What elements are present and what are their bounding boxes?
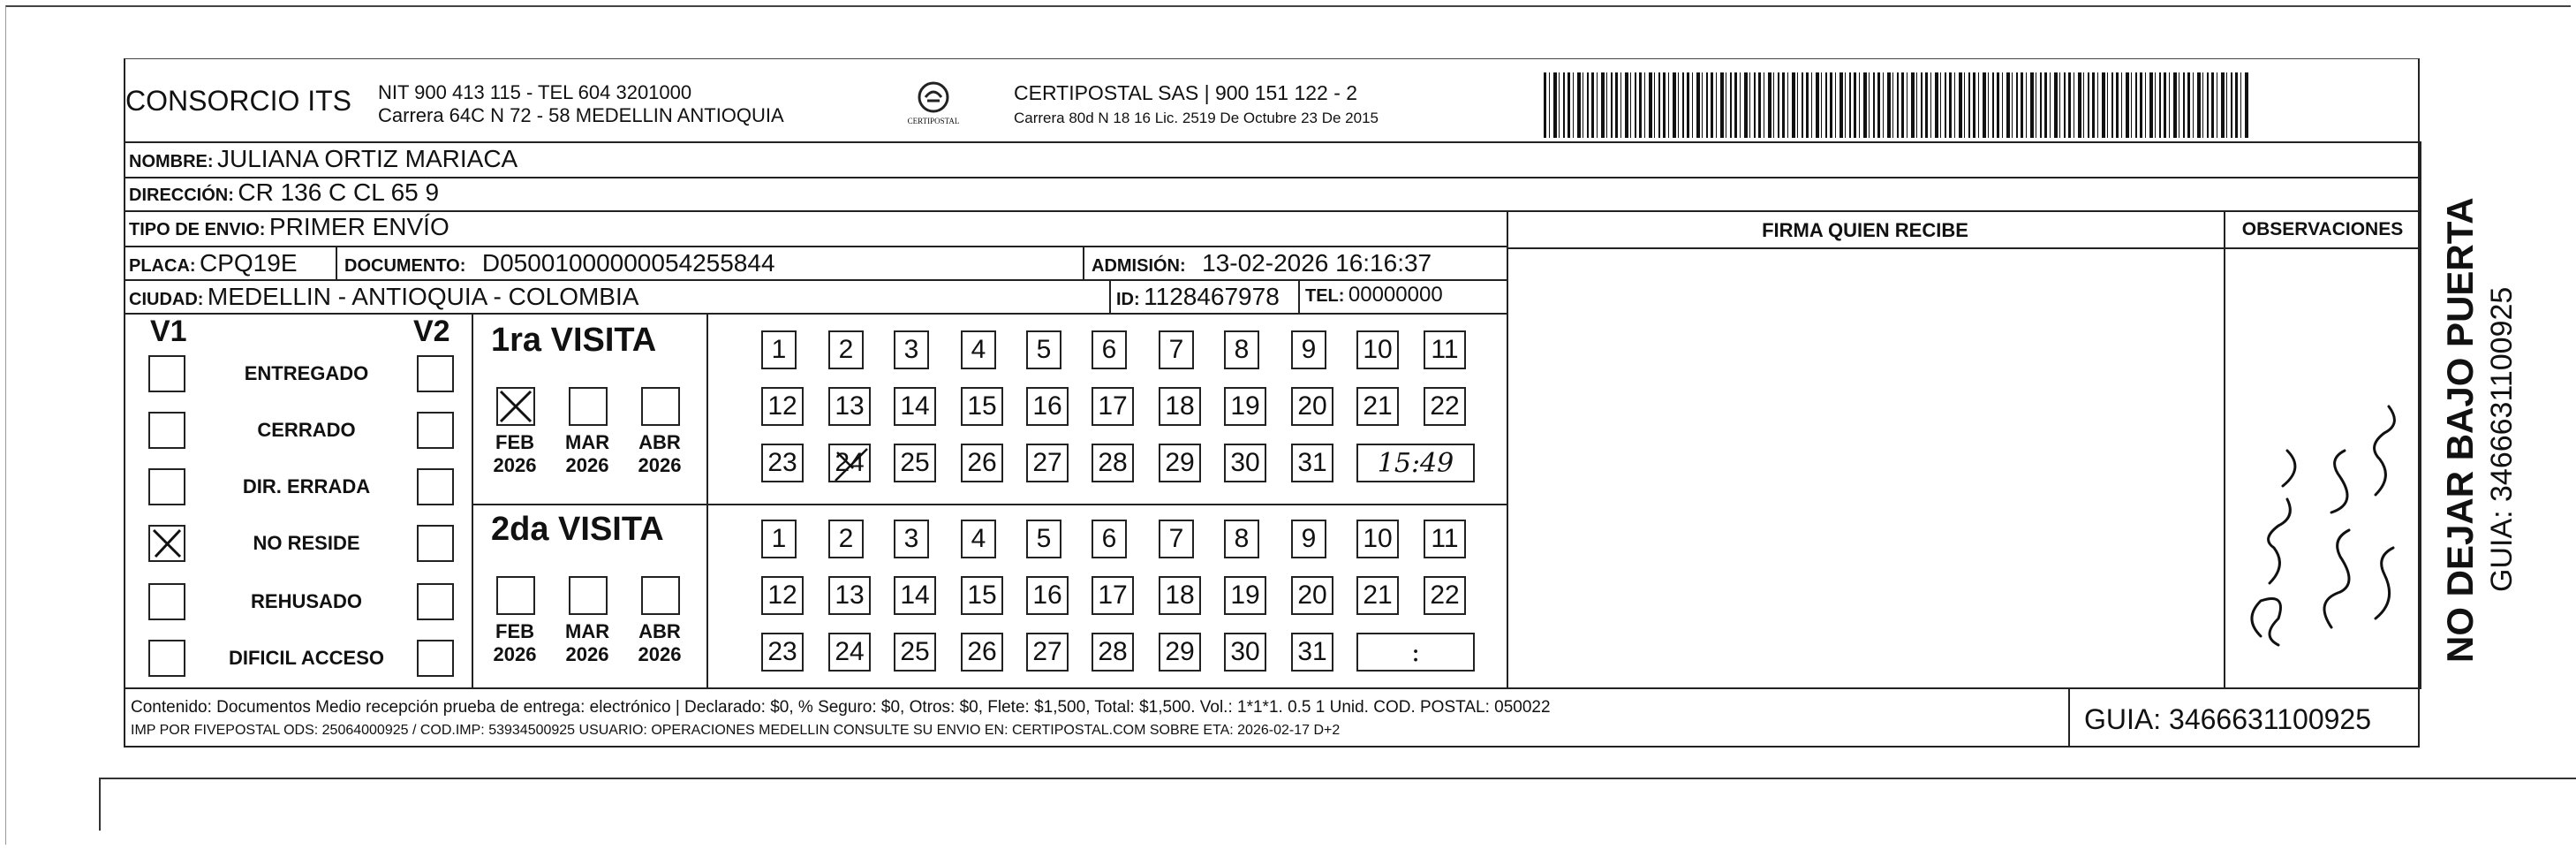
day-number: 19 [1230,581,1260,610]
v1-checkbox[interactable] [148,640,185,677]
day-number: 6 [1101,335,1117,364]
month-label [493,620,537,666]
day-number: 18 [1165,391,1195,421]
day-number: 2 [838,524,854,553]
day-number: 5 [1036,524,1052,553]
day-box[interactable] [1224,387,1266,426]
v1-label: V1 [150,315,187,348]
month-name: FEB [495,620,534,642]
time-value: 15:49 [1377,447,1454,479]
day-number: 30 [1230,448,1260,477]
month-label [493,431,537,477]
day-number: 4 [971,335,986,364]
tel-cell [1305,283,1443,307]
day-number: 27 [1032,637,1062,666]
nombre-row [129,145,517,175]
day-box[interactable] [961,387,1003,426]
day-number: 7 [1168,335,1184,364]
admision-value: 13-02-2026 16:16:37 [1202,249,1432,277]
day-box[interactable] [761,633,804,672]
day-box[interactable] [761,387,804,426]
v2-checkbox[interactable] [417,640,454,677]
admision-cell [1092,249,1432,277]
day-number: 3 [903,335,919,364]
visit2-title: 2da VISITA [491,511,664,548]
month-label [638,620,682,666]
day-box[interactable] [761,444,804,482]
day-box[interactable] [894,387,936,426]
row-divider-1 [124,177,2420,178]
certipostal-id: CERTIPOSTAL SAS | 900 151 122 - 2 [1014,81,1358,104]
month-checkbox[interactable] [641,576,680,615]
day-number: 14 [900,391,930,421]
tear-line-left [99,778,101,831]
day-number: 25 [900,637,930,666]
day-box[interactable] [1092,633,1134,672]
status-option-label: DIR. ERRADA [242,475,371,497]
day-box[interactable] [1424,576,1466,615]
nombre-label: NOMBRE: [129,152,214,171]
day-number: 15 [967,391,997,421]
v1-checkbox[interactable] [148,525,185,562]
day-box[interactable] [1026,633,1069,672]
documento-label: DOCUMENTO: [344,256,466,276]
day-box[interactable] [1026,387,1069,426]
day-box[interactable] [761,330,797,369]
v1-checkbox[interactable] [148,412,185,449]
day-number: 21 [1363,391,1393,421]
day-box[interactable] [1159,520,1194,558]
month-label [565,431,609,477]
day-number: 21 [1363,581,1393,610]
day-number: 24 [835,637,865,666]
month-label [565,620,609,666]
direccion-label: DIRECCIÓN: [129,186,234,205]
column-header-divider [1507,247,2420,249]
day-box[interactable] [1291,387,1333,426]
day-box[interactable] [1356,330,1399,369]
day-box[interactable] [961,444,1003,482]
day-box[interactable] [1092,576,1134,615]
day-number: 7 [1168,524,1184,553]
day-box[interactable] [1424,330,1466,369]
status-option-label: NO RESIDE [253,532,360,554]
month-year: 2026 [638,454,682,476]
day-box[interactable] [1291,633,1333,672]
company-address: Carrera 64C N 72 - 58 MEDELLIN ANTIOQUIA [378,104,784,126]
admision-label: ADMISIÓN: [1092,256,1186,276]
tel-value: 00000000 [1348,283,1443,307]
day-box[interactable] [961,633,1003,672]
month-checkbox[interactable] [641,387,680,426]
day-number: 10 [1363,335,1393,364]
day-box[interactable] [961,520,996,558]
placa-label: PLACA: [129,256,196,276]
month-checkbox[interactable] [569,576,608,615]
day-box[interactable] [961,576,1003,615]
id-cell [1116,283,1280,311]
month-name: ABR [638,620,681,642]
visit-divider [472,504,1507,505]
months-divider [706,313,708,687]
day-number: 9 [1301,335,1317,364]
v2-checkbox[interactable] [417,355,454,392]
day-box[interactable] [1159,576,1201,615]
month-name: ABR [638,431,681,453]
tipo-row [129,213,449,241]
day-number: 3 [903,524,919,553]
day-box[interactable] [1092,330,1127,369]
v2-label: V2 [413,315,450,348]
day-box[interactable] [1092,444,1134,482]
day-number: 10 [1363,524,1393,553]
day-box[interactable] [828,520,864,558]
direccion-value: CR 136 C CL 65 9 [238,178,440,206]
day-number: 5 [1036,335,1052,364]
day-box[interactable] [828,330,864,369]
v2-checkbox[interactable] [417,468,454,505]
firma-column-border [1507,210,1508,687]
day-number: 11 [1431,524,1459,553]
month-year: 2026 [638,643,682,665]
day-number: 2 [838,335,854,364]
company-name: CONSORCIO ITS [125,85,352,117]
placa-cell [129,249,298,277]
tipo-value: PRIMER ENVÍO [268,213,449,240]
day-number: 6 [1101,524,1117,553]
admision-divider [1083,246,1084,279]
day-box[interactable] [1159,633,1201,672]
day-box[interactable] [1356,387,1399,426]
day-number: 15 [967,581,997,610]
header-divider [124,141,2420,143]
day-number: 14 [900,581,930,610]
day-number: 29 [1165,637,1195,666]
day-number: 13 [835,581,865,610]
day-box[interactable] [1224,520,1259,558]
v1-checkbox[interactable] [148,583,185,620]
status-option-label: CERRADO [257,419,356,441]
day-box[interactable] [1356,576,1399,615]
day-number: 16 [1032,581,1062,610]
row-divider-2 [124,210,2420,212]
day-number: 25 [900,448,930,477]
side-column-border [2420,141,2421,689]
day-box[interactable] [1026,576,1069,615]
direccion-row [129,178,439,207]
day-box[interactable] [961,330,996,369]
day-number: 26 [967,637,997,666]
documento-value: D05001000000054255844 [481,249,775,277]
day-box[interactable] [828,576,871,615]
day-box[interactable] [1159,444,1201,482]
ciudad-value: MEDELLIN - ANTIOQUIA - COLOMBIA [207,283,639,310]
day-box[interactable] [1291,576,1333,615]
month-year: 2026 [565,454,609,476]
id-value: 1128467978 [1144,283,1280,310]
day-box[interactable] [761,520,797,558]
month-name: MAR [565,431,610,453]
placa-value: CPQ19E [200,249,298,277]
v1-checkbox[interactable] [148,468,185,505]
day-box[interactable] [828,633,871,672]
time-box[interactable] [1356,444,1475,482]
day-number: 8 [1234,335,1250,364]
observaciones-header: OBSERVACIONES [2241,219,2404,239]
day-box[interactable] [1224,633,1266,672]
day-box[interactable] [828,387,871,426]
footer-line-1: Contenido: Documentos Medio recepción prueba de entrega: electrónico | Declarado: $0, % Seguro: $0, Otros: $0, Flete: $1,500, Total: $1,500. Vol.: 1*1*1. 0.5 1 Unid. COD. POSTAL: 050022 [131,698,1551,717]
certipostal-logo-text: CERTIPOSTAL [907,117,960,125]
tear-line [99,778,2576,779]
day-number: 22 [1430,581,1460,610]
row-divider-3 [124,246,1507,247]
footer-guia: GUIA: 3466631100925 [2084,703,2371,735]
day-mark-icon [830,445,873,484]
id-label: ID: [1116,290,1140,309]
day-number: 30 [1230,637,1260,666]
day-box[interactable] [1159,387,1201,426]
day-box[interactable] [1291,444,1333,482]
month-name: MAR [565,620,610,642]
day-box[interactable] [1291,330,1326,369]
day-number: 8 [1234,524,1250,553]
day-number: 28 [1098,448,1128,477]
day-box[interactable] [1424,520,1466,558]
time-value: : [1410,636,1421,668]
company-nit: NIT 900 413 115 - TEL 604 3201000 [378,81,692,103]
day-number: 23 [767,637,797,666]
signature-scribble-icon [2225,336,2420,689]
tel-label: TEL: [1305,286,1345,306]
day-box[interactable] [1092,520,1127,558]
day-number: 29 [1165,448,1195,477]
day-box[interactable] [1026,444,1069,482]
day-number: 16 [1032,391,1062,421]
nombre-value: JULIANA ORTIZ MARIACA [217,145,518,172]
handwritten-signature [2225,336,2420,689]
time-box[interactable] [1356,633,1475,672]
day-box[interactable] [894,633,936,672]
month-year: 2026 [565,643,609,665]
visit1-title: 1ra VISITA [491,322,657,359]
month-checkbox[interactable] [496,576,535,615]
footer-divider [124,687,2420,689]
day-box[interactable] [894,444,936,482]
tipo-label: TIPO DE ENVIO: [129,220,266,239]
day-box[interactable] [1224,330,1259,369]
month-year: 2026 [493,454,537,476]
day-box[interactable] [1224,444,1266,482]
day-number: 24 [835,448,865,477]
day-number: 12 [767,581,797,610]
placa-divider [336,246,337,279]
day-box[interactable] [1026,330,1061,369]
day-number: 31 [1297,637,1327,666]
day-box[interactable] [1159,330,1194,369]
certipostal-address: Carrera 80d N 18 16 Lic. 2519 De Octubre 23 De 2015 [1014,110,1379,126]
status-option-label: DIFICIL ACCESO [228,647,384,669]
v2-checkbox[interactable] [417,412,454,449]
id-divider [1109,279,1111,313]
day-box[interactable] [1224,576,1266,615]
day-box[interactable] [894,520,929,558]
v2-checkbox[interactable] [417,583,454,620]
day-number: 26 [967,448,997,477]
day-number: 4 [971,524,986,553]
day-number: 12 [767,391,797,421]
day-box[interactable] [1356,520,1399,558]
side-guia: GUIA: 3466631100925 [2485,286,2519,592]
day-number: 1 [771,524,787,553]
month-name: FEB [495,431,534,453]
check-x-icon [150,527,184,560]
status-option-label: REHUSADO [251,590,362,612]
day-number: 9 [1301,524,1317,553]
month-checkbox[interactable] [569,387,608,426]
day-box[interactable] [894,576,936,615]
day-number: 13 [835,391,865,421]
day-number: 11 [1431,335,1459,364]
day-box[interactable] [1424,387,1466,426]
day-number: 1 [771,335,787,364]
day-number: 31 [1297,448,1327,477]
month-year: 2026 [493,643,537,665]
day-box[interactable] [1092,387,1134,426]
v1-checkbox[interactable] [148,355,185,392]
day-box[interactable] [828,444,871,482]
day-number: 17 [1098,391,1128,421]
day-box[interactable] [894,330,929,369]
v2-checkbox[interactable] [417,525,454,562]
day-number: 20 [1297,391,1327,421]
day-number: 28 [1098,637,1128,666]
tel-divider [1298,279,1300,313]
day-number: 18 [1165,581,1195,610]
status-divider [472,313,473,687]
footer-line-2: IMP POR FIVEPOSTAL ODS: 25064000925 / COD.IMP: 53934500925 USUARIO: OPERACIONES MEDELLIN CONSULTE SU ENVIO EN: CERTIPOSTAL.COM SOBRE ETA: 2026-02-17 D+2 [131,723,1341,738]
day-number: 20 [1297,581,1327,610]
ciudad-cell [129,283,638,311]
month-checkbox[interactable] [496,387,535,426]
day-number: 17 [1098,581,1128,610]
footer-guia-divider [2068,687,2070,748]
day-number: 22 [1430,391,1460,421]
day-number: 27 [1032,448,1062,477]
day-box[interactable] [1026,520,1061,558]
day-number: 23 [767,448,797,477]
firma-header: FIRMA QUIEN RECIBE [1762,219,1968,241]
documento-cell [344,249,775,277]
month-label [638,431,682,477]
check-x-icon [498,389,533,424]
ciudad-label: CIUDAD: [129,290,204,309]
day-number: 19 [1230,391,1260,421]
row-divider-5 [124,313,1507,315]
day-box[interactable] [761,576,804,615]
status-option-label: ENTREGADO [244,362,369,384]
day-box[interactable] [1291,520,1326,558]
side-warning: NO DEJAR BAJO PUERTA [2439,197,2481,663]
